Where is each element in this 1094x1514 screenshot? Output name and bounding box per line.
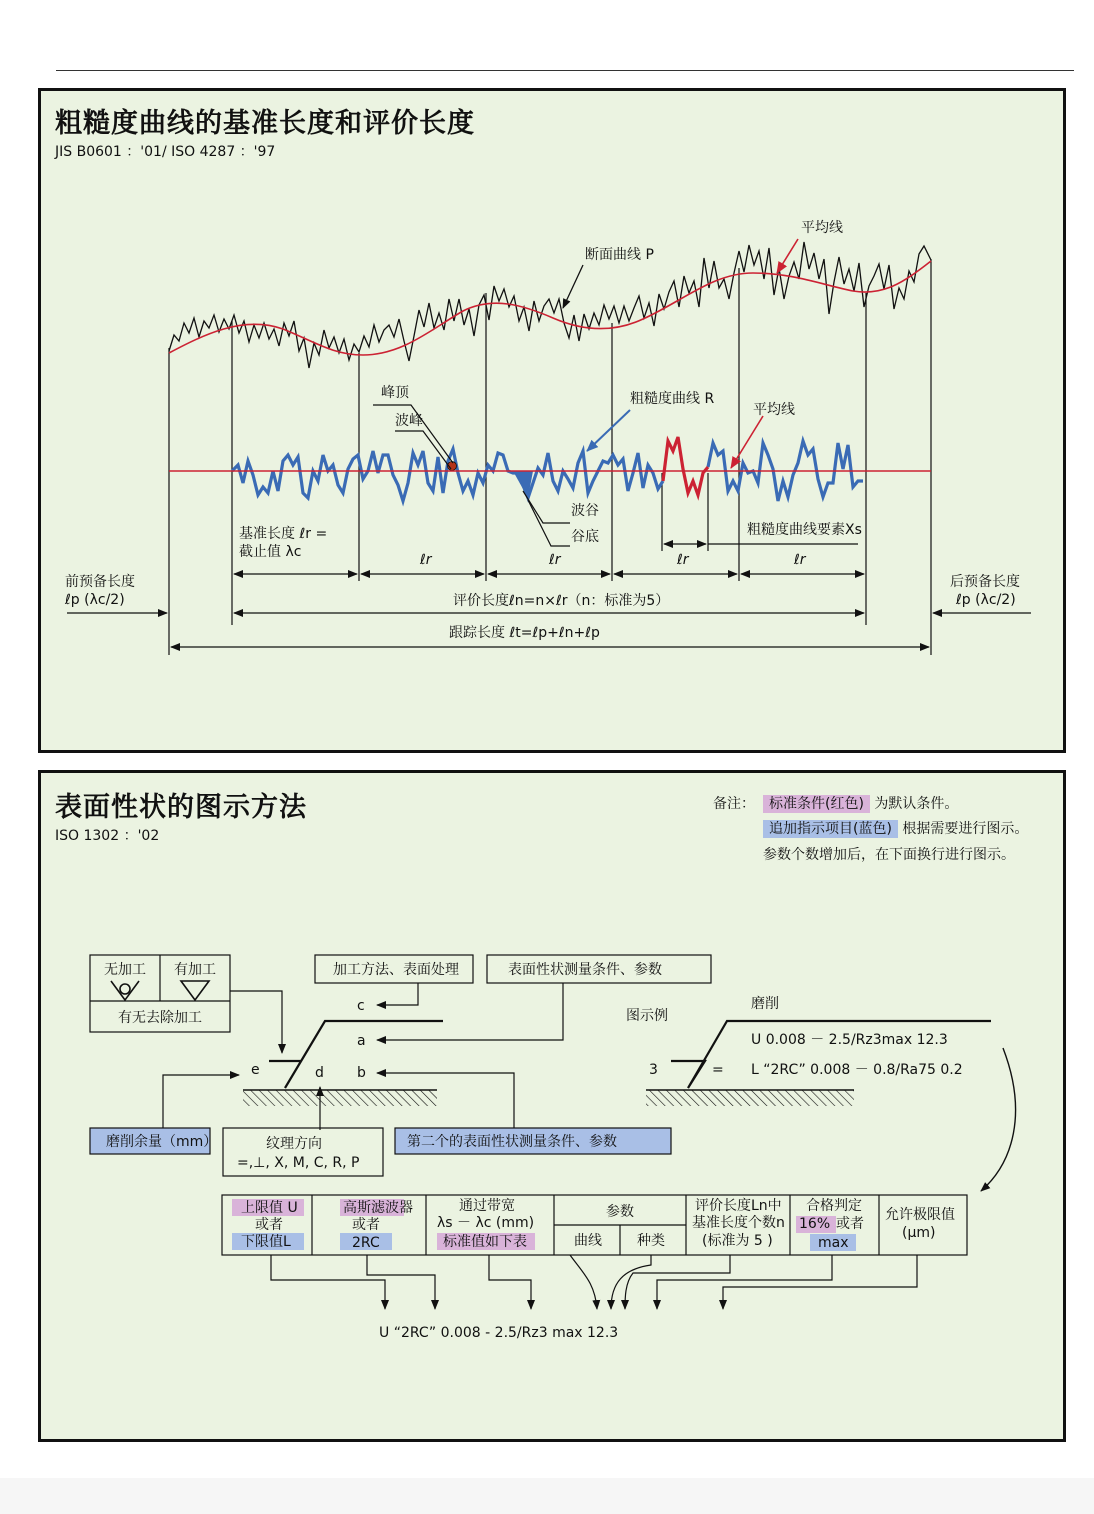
t-c5-1: 基准长度个数n bbox=[692, 1215, 785, 1231]
label-peak: 波峰 bbox=[395, 413, 423, 429]
t-c4-b: 种类 bbox=[637, 1233, 665, 1249]
example-line-l: L “2RC” 0.008 － 0.8/Ra75 0.2 bbox=[751, 1062, 963, 1078]
arrow-to-c bbox=[377, 983, 418, 1005]
label-lr-4: ℓr bbox=[677, 552, 689, 568]
letter-c: c bbox=[357, 998, 365, 1014]
label-post-len-1: 后预备长度 bbox=[950, 574, 1020, 590]
t-c6-0: 合格判定 bbox=[806, 1198, 862, 1214]
label-second: 第二个的表面性状测量条件、参数 bbox=[407, 1134, 617, 1150]
label-allowance: 磨削余量（mm） bbox=[106, 1134, 218, 1150]
label-peak-top: 峰顶 bbox=[381, 385, 409, 401]
t-c4-a: 曲线 bbox=[574, 1233, 602, 1249]
t-c3-2: 标准值如下表 bbox=[443, 1234, 527, 1250]
label-trace-len: 跟踪长度 ℓt=ℓp+ℓn+ℓp bbox=[449, 625, 600, 641]
t-c6-3: max bbox=[818, 1235, 849, 1251]
arrow-to-symbol bbox=[230, 991, 282, 1053]
label-no-machining: 无加工 bbox=[104, 962, 146, 978]
t-c7-0: 允许极限值 bbox=[885, 1207, 955, 1223]
arrow-r7 bbox=[657, 1255, 832, 1309]
note-std-suffix: 为默认条件。 bbox=[874, 796, 959, 812]
t-c7-1: (μm) bbox=[902, 1225, 936, 1241]
result-formula: U “2RC” 0.008 - 2.5/Rz3 max 12.3 bbox=[379, 1325, 619, 1341]
label-removal: 有无去除加工 bbox=[118, 1010, 202, 1026]
t-c1-1: 或者 bbox=[255, 1217, 283, 1233]
t-c3-0: 通过带宽 bbox=[459, 1198, 515, 1214]
t-c2-0: 高斯滤波器 bbox=[343, 1200, 413, 1216]
t-c1-2: 下限值L bbox=[241, 1234, 291, 1250]
label-machining: 有加工 bbox=[174, 962, 216, 978]
note-line3: 参数个数增加后，在下面换行进行图示。 bbox=[763, 847, 1015, 863]
label-pre-len-1: 前预备长度 bbox=[65, 574, 135, 590]
label-roughness-r: 粗糙度曲线 R bbox=[630, 391, 715, 407]
label-valley-bottom: 谷底 bbox=[571, 529, 599, 545]
roughness-element-xs bbox=[663, 437, 708, 495]
arrow-r5 bbox=[611, 1255, 651, 1309]
example-hatch bbox=[646, 1090, 854, 1106]
example-process: 磨削 bbox=[751, 996, 779, 1012]
t-c6-2: 或者 bbox=[836, 1216, 864, 1232]
t-c5-2: (标准为 5 ) bbox=[702, 1233, 773, 1249]
panel2-title: 表面性状的图示方法 bbox=[55, 792, 307, 823]
example-line-u: U 0.008 － 2.5/Rz3max 12.3 bbox=[751, 1032, 948, 1048]
label-post-len-2: ℓp (λc/2) bbox=[956, 592, 1016, 608]
panel2-subtitle: ISO 1302 ：'02 bbox=[55, 828, 160, 844]
top-rule bbox=[56, 70, 1074, 71]
bottom-band bbox=[0, 1478, 1094, 1514]
letter-b: b bbox=[357, 1065, 366, 1081]
t-c5-0: 评价长度Ln中 bbox=[695, 1198, 782, 1214]
arrow-to-a bbox=[377, 983, 563, 1040]
arrow-r4 bbox=[570, 1255, 597, 1309]
profile-curve-p bbox=[169, 242, 931, 368]
label-lr-2: ℓr bbox=[420, 552, 432, 568]
label-valley: 波谷 bbox=[571, 503, 599, 519]
example-eq: = bbox=[712, 1062, 724, 1078]
label-ref-len-2: 截止值 λc bbox=[239, 544, 302, 560]
arrow-r3 bbox=[489, 1255, 531, 1309]
t-c3-1: λs － λc (mm) bbox=[437, 1215, 535, 1231]
pointer-mean-top bbox=[777, 239, 798, 273]
pointer-peak bbox=[395, 431, 451, 469]
t-c4-head: 参数 bbox=[606, 1204, 634, 1220]
label-mean-top: 平均线 bbox=[801, 220, 843, 236]
label-ref-len-1: 基准长度 ℓr = bbox=[239, 526, 328, 542]
pointer-profile-p bbox=[563, 265, 583, 308]
label-lr-5: ℓr bbox=[794, 552, 806, 568]
arrow-r1 bbox=[271, 1255, 385, 1309]
note-extra-suffix: 根据需要进行图示。 bbox=[902, 821, 1029, 837]
pointer-mean-mid bbox=[731, 416, 763, 468]
note-extra: 追加指示项目(蓝色) bbox=[763, 820, 898, 838]
label-lr-3: ℓr bbox=[549, 552, 561, 568]
label-lay-2: =,⊥, X, M, C, R, P bbox=[237, 1155, 360, 1171]
panel1-title: 粗糙度曲线的基准长度和评价长度 bbox=[55, 108, 475, 139]
arrow-r6 bbox=[625, 1255, 730, 1309]
symbol-diagram bbox=[41, 773, 1063, 1439]
panel1-subtitle: JIS B0601 ：'01/ ISO 4287 ：'97 bbox=[55, 144, 276, 160]
label-pre-len-2: ℓp (λc/2) bbox=[65, 592, 125, 608]
main-symbol bbox=[269, 1021, 443, 1088]
machining-icon bbox=[181, 981, 209, 1000]
letter-e: e bbox=[251, 1062, 260, 1078]
example-arrow bbox=[981, 1048, 1016, 1191]
label-eval-len: 评价长度ℓn=n×ℓr（n：标准为5） bbox=[453, 593, 670, 609]
note-prefix: 备注： bbox=[713, 796, 755, 812]
t-c6-1: 16% bbox=[799, 1216, 831, 1232]
roughness-diagram bbox=[41, 91, 1063, 750]
panel-roughness-length bbox=[38, 88, 1066, 753]
label-measure: 表面性状测量条件、参数 bbox=[508, 962, 662, 978]
arrow-r2 bbox=[367, 1255, 435, 1309]
note-std: 标准条件(红色) bbox=[763, 795, 870, 813]
label-lay-1: 纹理方向 bbox=[266, 1136, 322, 1152]
roughness-curve-r bbox=[232, 449, 663, 501]
label-mean-mid: 平均线 bbox=[753, 402, 795, 418]
arrow-r8 bbox=[723, 1255, 917, 1309]
arrow-to-e bbox=[163, 1075, 239, 1128]
t-c2-1: 或者 bbox=[352, 1217, 380, 1233]
label-element-xs: 粗糙度曲线要素Xs bbox=[747, 522, 862, 538]
example-caption: 图示例 bbox=[626, 1008, 668, 1024]
ground-hatch bbox=[243, 1090, 437, 1106]
t-c1-0: 上限值 U bbox=[241, 1200, 298, 1216]
label-process: 加工方法、表面处理 bbox=[333, 962, 459, 978]
letter-d: d bbox=[315, 1065, 324, 1081]
no-machining-icon bbox=[111, 981, 139, 1000]
label-profile-p: 断面曲线 P bbox=[585, 247, 654, 263]
panel-surface-symbol bbox=[38, 770, 1066, 1442]
letter-a: a bbox=[357, 1033, 366, 1049]
t-c2-2: 2RC bbox=[352, 1235, 380, 1251]
pointer-roughness-r bbox=[587, 410, 630, 451]
example-num3: 3 bbox=[649, 1062, 658, 1078]
profile-mean-line bbox=[169, 261, 931, 355]
